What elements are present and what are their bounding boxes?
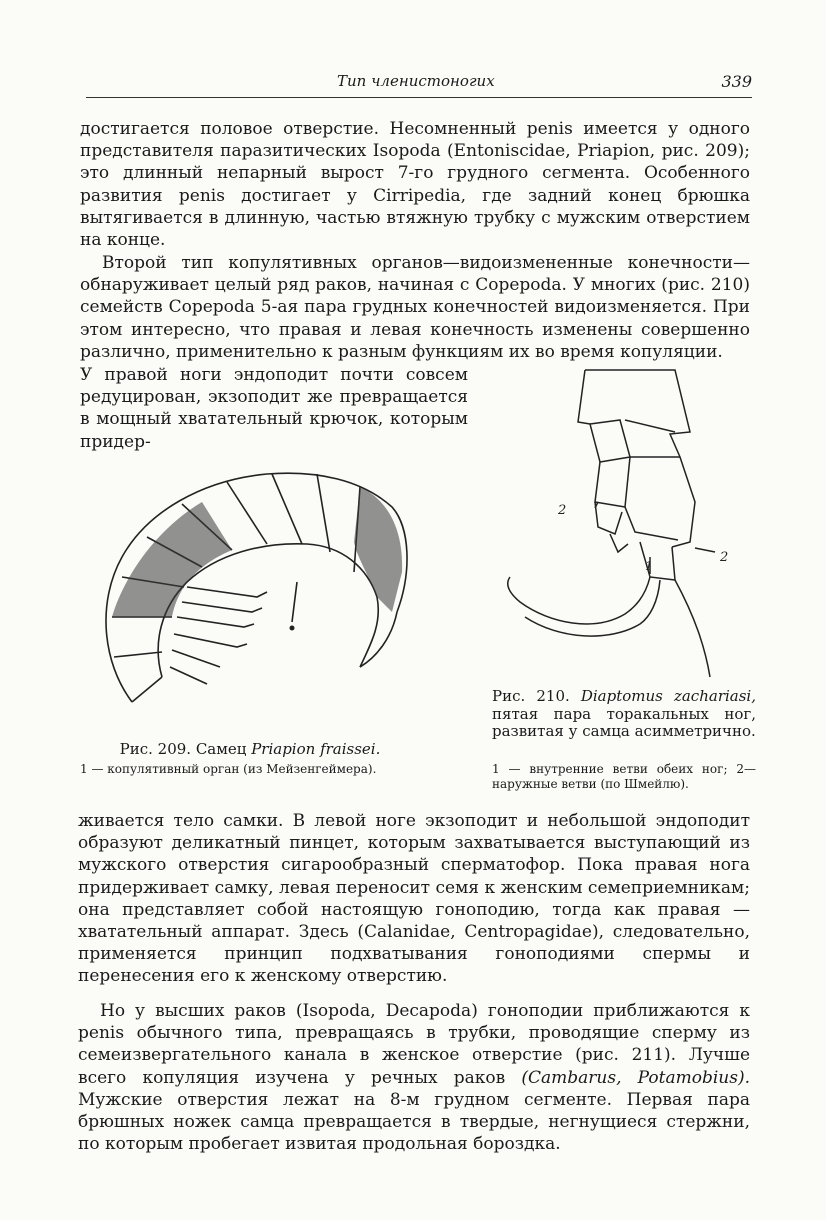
- figure-209-priapion: [92, 462, 422, 732]
- figure-210-diaptomus: [500, 362, 740, 682]
- caption-text: пятая пара торакальных ног, развитая у самца асимметрично.: [492, 704, 756, 740]
- marker-2-right: 2: [720, 550, 729, 565]
- paragraph-right-leg: У правой ноги эндоподит почти совсем редуцирован, экзоподит же превращается в мощный хватательный крючок, которым придер-: [80, 365, 468, 452]
- header-rule: [86, 97, 752, 98]
- caption-note-210: 1 — внутренние ветви обеих ног; 2—наружные ветви (по Шмейлю).: [492, 762, 756, 791]
- caption-note-209: 1 — копулятивный орган (из Мейзенгеймера).: [80, 762, 377, 776]
- running-title: Тип членистоногих: [337, 72, 495, 90]
- paragraph-penis: достигается половое отверстие. Несомненный penis имеется у одного представителя паразитических Isopoda (Entoniscidae, Priapion, рис. 209); это длинный непарный вырост 7-го грудного сегмента. Особенного развития penis достигает у Cirripedia, где задний конец брюшка вытягивается в длинную, частью втяжную трубку с мужским отверстием на конце.: [80, 119, 750, 251]
- text-run: Но у высших раков (Isopoda, Decapoda) гоноподии приближаются к penis обычного типа, превращаясь в трубки, проводящие сперму из семеизвергательного канала в женское отверстие (рис. 211). Лучше всего копуляция изучена у речных раков: [78, 1001, 750, 1088]
- caption-species: Diaptomus zachariasi,: [580, 687, 756, 705]
- paragraph-higher-crustaceans: [78, 1000, 750, 1155]
- caption-label: Рис. 210.: [492, 687, 581, 705]
- paragraph-left-leg: живается тело самки. В левой ноге экзоподит и небольшой эндоподит образуют деликатный пинцет, которым захватывается выступающий из мужского отверстия сигарообразный сперматофор. Пока правая нога придерживает самку, левая переносит семя к женским семеприемникам; она представляет собой настоящую гоноподию, тогда как правая — хватательный аппарат. Здесь (Calanidae, Centropagidae), следовательно, применяется принцип подхватывания гоноподиями спермы и перенесения его к женскому отверстию.: [78, 811, 750, 987]
- caption-figure-210: [492, 688, 756, 741]
- caption-label: Рис. 209. Самец: [119, 740, 252, 758]
- marker-1: 1: [645, 559, 653, 573]
- text-run: Мужские отверстия лежат на 8-м грудном сегменте. Первая пара брюшных ножек самца превращается в твердые, негнущиеся стержни, по которым пробегает извитая продольная бороздка.: [78, 1089, 750, 1155]
- italic-genera: (Cambarus, Potamobius).: [521, 1067, 750, 1088]
- marker-2-left: 2: [558, 503, 567, 518]
- caption-figure-209: [80, 740, 420, 758]
- caption-species: Priapion fraissei.: [251, 740, 381, 758]
- page-number: 339: [721, 72, 752, 91]
- running-header: [82, 72, 752, 94]
- paragraph-second-type: Второй тип копулятивных органов—видоизмененные конечности—обнаруживает целый ряд раков, начиная с Copepoda. У многих (рис. 210) семейств Copepoda 5-ая пара грудных конечностей видоизменяется. При этом интересно, что правая и левая конечность изменены совершенно различно, применительно к разным функциям их во время копуляции.: [80, 253, 750, 362]
